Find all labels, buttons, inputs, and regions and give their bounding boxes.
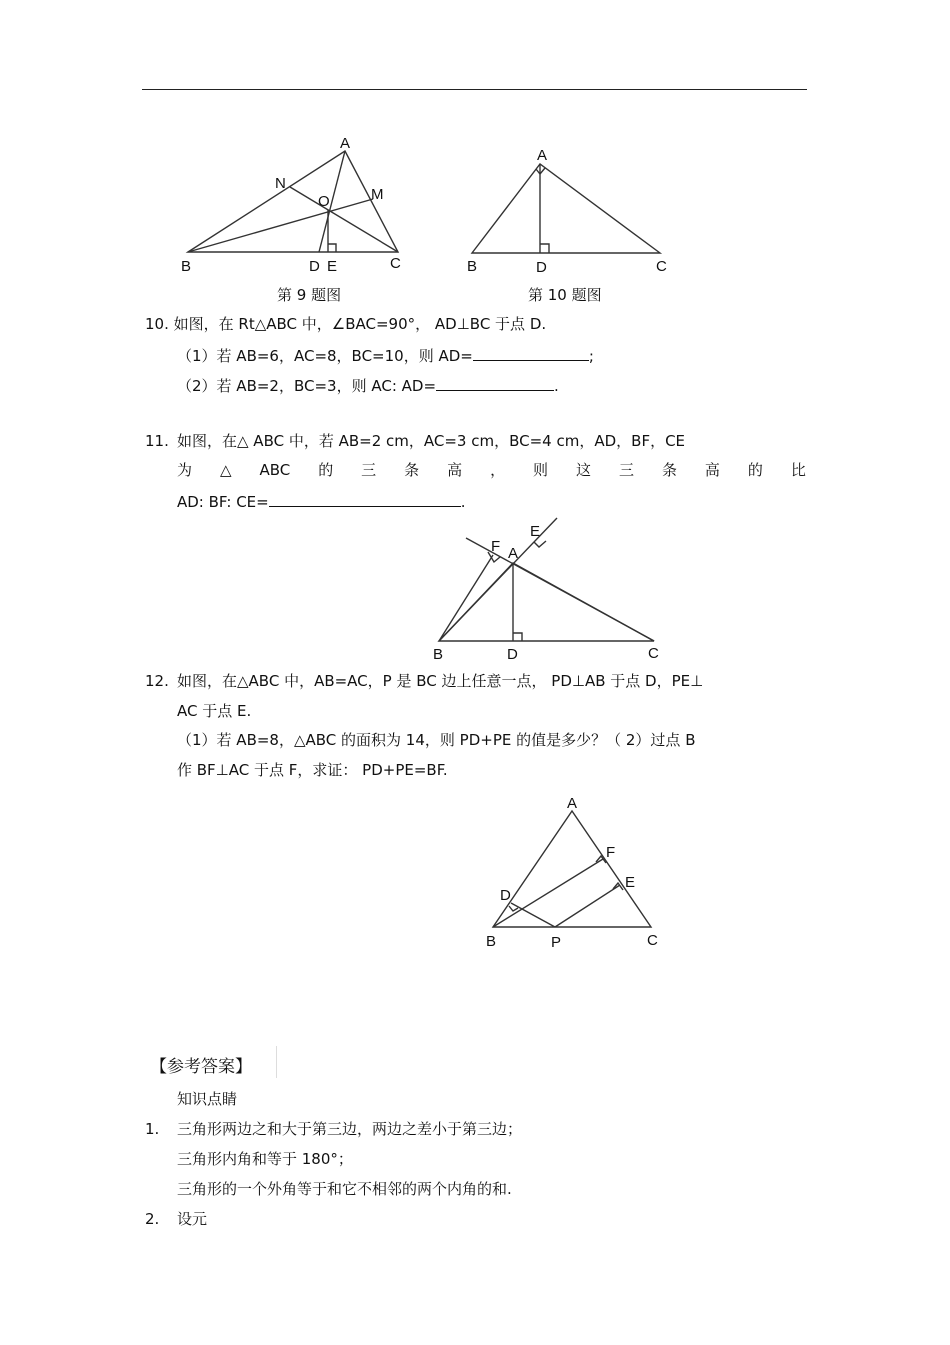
q11-word: 条 xyxy=(661,461,677,479)
q12-line3: （1）若 AB=8，△ABC 的面积为 14，则 PD+PE 的值是多少？（ 2）过点 B xyxy=(177,731,696,749)
answers-subheading: 知识点睛 xyxy=(177,1090,238,1108)
q11-word: 为 xyxy=(177,461,193,479)
fig12-label-b: B xyxy=(486,933,497,950)
q11-word: △ xyxy=(219,461,232,479)
q11-line3-end: . xyxy=(460,493,466,511)
q11-word: ， xyxy=(490,461,506,479)
figure-9-diagram xyxy=(0,0,950,300)
answer-1-line: 三角形两边之和大于第三边，两边之差小于第三边； xyxy=(177,1120,523,1138)
q11-word: 的 xyxy=(747,461,763,479)
q11-word: 高 xyxy=(704,461,720,479)
figure-9 xyxy=(0,0,950,300)
figure-11-diagram xyxy=(0,510,950,663)
fig10-label-c: C xyxy=(656,258,667,275)
fig10-caption: 第 10 题图 xyxy=(528,286,602,304)
figure-12 xyxy=(0,790,950,950)
answer-2-number: 2. xyxy=(145,1210,160,1228)
q11-word: 三 xyxy=(361,461,377,479)
q10-part2 xyxy=(177,374,559,396)
q10-stem-line xyxy=(145,314,546,334)
fig12-label-f: F xyxy=(606,844,616,861)
q10-part1-end: ; xyxy=(588,347,594,365)
fig11-label-e: E xyxy=(530,523,541,540)
fig9-caption: 第 9 题图 xyxy=(277,286,342,304)
fig9-label-n: N xyxy=(275,175,286,192)
answer-1-line: 三角形的一个外角等于和它不相邻的两个内角的和. xyxy=(177,1180,512,1198)
q11-word: 则 xyxy=(533,461,549,479)
fig12-label-a: A xyxy=(567,795,578,812)
q10-stem: 如图，在 Rt△ABC 中，∠BAC=90°， AD⊥BC 于点 D. xyxy=(173,315,547,333)
q12-line4: 作 BF⊥AC 于点 F，求证： PD+PE=BF. xyxy=(177,761,448,779)
answers-divider xyxy=(276,1046,277,1078)
fig9-label-d: D xyxy=(309,258,320,275)
fig11-label-a: A xyxy=(508,545,519,562)
q11-number: 11. xyxy=(145,432,169,450)
fig9-label-c: C xyxy=(390,255,401,272)
q12-line1: 如图，在△ABC 中，AB=AC，P 是 BC 边上任意一点， PD⊥AB 于点 D，PE⊥ xyxy=(177,672,704,690)
q10-part1 xyxy=(177,344,594,366)
q11-word: 的 xyxy=(318,461,334,479)
q10-part2-blank[interactable] xyxy=(436,374,554,391)
fig9-label-a: A xyxy=(340,135,351,152)
q11-line2 xyxy=(177,460,806,480)
q12-line2: AC 于点 E. xyxy=(177,702,252,720)
fig9-label-e: E xyxy=(327,258,338,275)
fig12-label-c: C xyxy=(647,932,658,949)
fig11-label-d: D xyxy=(507,646,518,663)
q10-number: 10. xyxy=(145,315,169,333)
q11-line1: 如图，在△ ABC 中，若 AB=2 cm，AC=3 cm，BC=4 cm，AD，BF，CE xyxy=(177,432,686,450)
q10-part1-text: （1）若 AB=6，AC=8，BC=10，则 AD= xyxy=(177,347,473,365)
q11-word: ABC xyxy=(259,461,291,479)
fig12-label-p: P xyxy=(551,934,562,951)
fig11-label-c: C xyxy=(648,645,659,662)
fig10-label-d: D xyxy=(536,259,547,276)
fig10-label-a: A xyxy=(537,147,548,164)
figure-12-diagram xyxy=(0,790,950,950)
fig12-label-e: E xyxy=(625,874,636,891)
answers-heading: 【参考答案】 xyxy=(150,1057,252,1077)
fig11-label-f: F xyxy=(491,538,501,555)
fig10-label-b: B xyxy=(467,258,478,275)
answer-1-line: 三角形内角和等于 180°； xyxy=(177,1150,353,1168)
figure-11 xyxy=(0,510,950,663)
answer-1-number: 1. xyxy=(145,1120,160,1138)
answer-2-text: 设元 xyxy=(177,1210,208,1228)
q11-word: 条 xyxy=(404,461,420,479)
fig9-label-m: M xyxy=(371,186,384,203)
q11-word: 比 xyxy=(790,461,806,479)
q11-line3 xyxy=(177,490,466,512)
fig9-label-b: B xyxy=(181,258,192,275)
q10-part2-end: . xyxy=(554,377,559,395)
q11-word: 这 xyxy=(576,461,592,479)
q11-answer-blank[interactable] xyxy=(269,490,461,507)
q11-line3-text: AD: BF: CE= xyxy=(177,493,269,511)
q12-number: 12. xyxy=(145,672,169,690)
fig9-label-o: O xyxy=(318,193,330,210)
fig12-label-d: D xyxy=(500,887,511,904)
q11-word: 高 xyxy=(447,461,463,479)
q11-word: 三 xyxy=(618,461,634,479)
q10-part2-text: （2）若 AB=2，BC=3，则 AC: AD= xyxy=(177,377,437,395)
fig11-label-b: B xyxy=(433,646,444,663)
q10-part1-blank[interactable] xyxy=(473,344,589,361)
